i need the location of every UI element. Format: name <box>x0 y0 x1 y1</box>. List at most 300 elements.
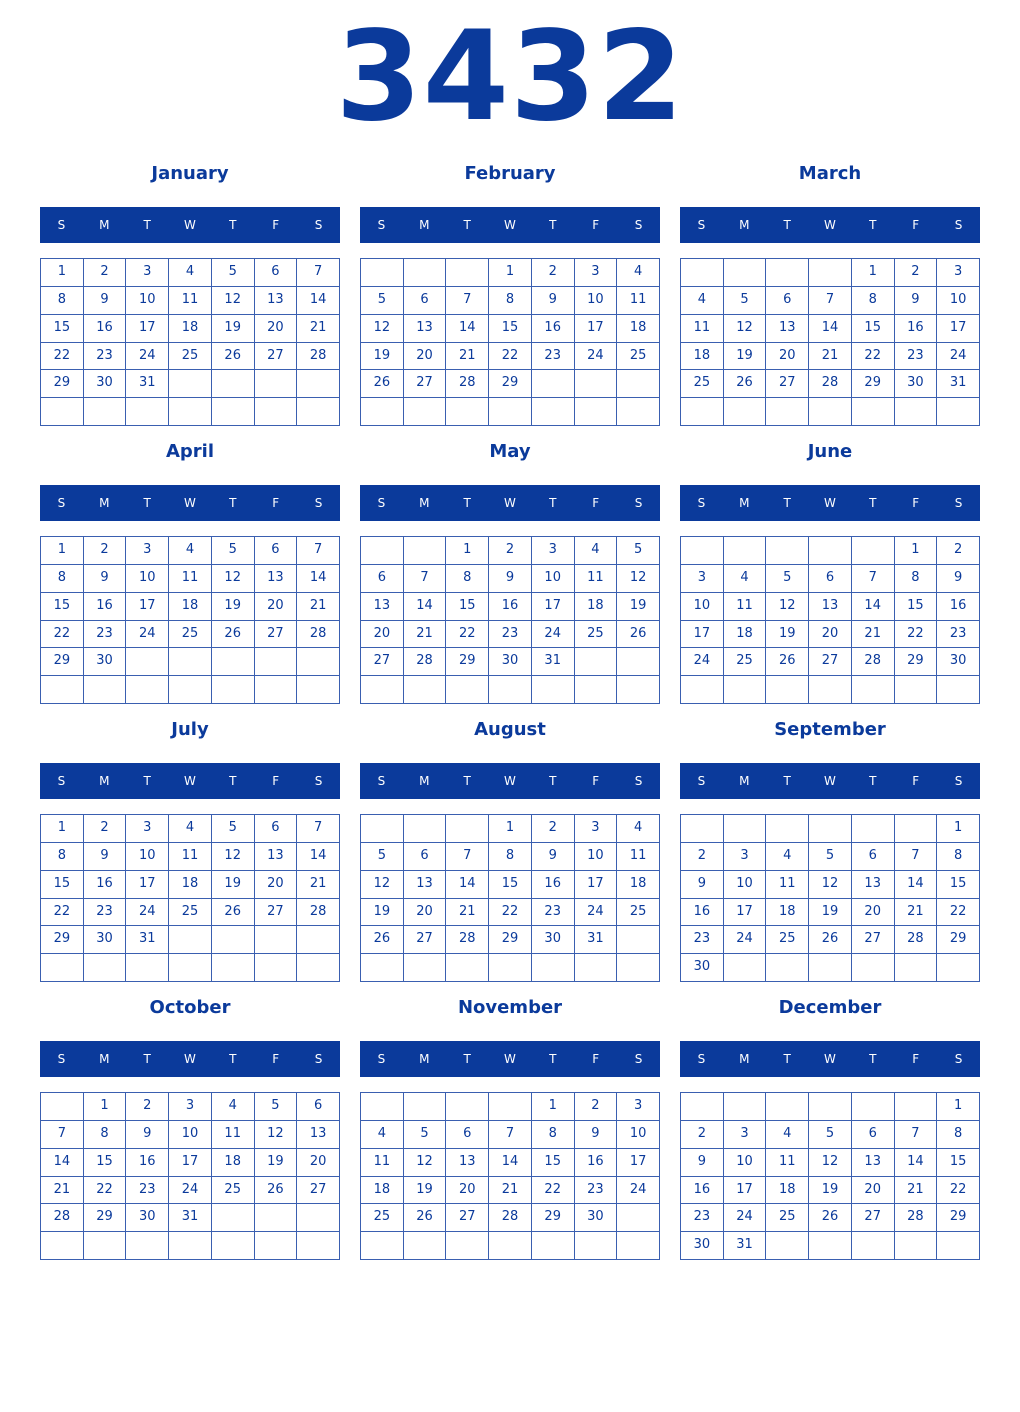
day-cell: 7 <box>297 259 340 287</box>
weekday-label: S <box>634 774 643 788</box>
day-cell: 13 <box>766 315 809 343</box>
day-cell: 4 <box>617 259 660 287</box>
empty-day-cell <box>617 1232 660 1260</box>
day-cell: 17 <box>126 593 169 621</box>
day-cell: 1 <box>489 815 532 843</box>
weekday-label: S <box>314 218 323 232</box>
empty-day-cell <box>41 398 84 426</box>
day-cell: 8 <box>895 565 938 593</box>
day-cell: 13 <box>852 1149 895 1177</box>
day-cell: 24 <box>126 621 169 649</box>
day-cell: 28 <box>297 621 340 649</box>
day-cell: 23 <box>84 621 127 649</box>
empty-day-cell <box>446 1093 489 1121</box>
weekday-header <box>360 1041 660 1077</box>
month-name: January <box>151 163 229 184</box>
empty-day-cell <box>84 1232 127 1260</box>
empty-day-cell <box>937 954 980 982</box>
day-cell: 20 <box>766 343 809 371</box>
day-cell: 28 <box>895 1204 938 1232</box>
weekday-header <box>40 207 340 243</box>
day-cell: 30 <box>532 926 575 954</box>
empty-day-cell <box>809 259 852 287</box>
weekday-header <box>680 1041 980 1077</box>
day-cell: 15 <box>489 315 532 343</box>
day-cell: 31 <box>937 370 980 398</box>
day-cell: 8 <box>532 1121 575 1149</box>
weekday-label: M <box>99 496 110 510</box>
day-cell: 25 <box>617 899 660 927</box>
empty-day-cell <box>169 926 212 954</box>
weekday-label: S <box>57 496 66 510</box>
weekday-label: T <box>229 774 237 788</box>
day-cell: 5 <box>809 1121 852 1149</box>
day-cell: 21 <box>297 593 340 621</box>
day-cell: 3 <box>937 259 980 287</box>
day-cell: 1 <box>41 259 84 287</box>
empty-day-cell <box>895 398 938 426</box>
day-cell: 2 <box>84 815 127 843</box>
day-cell: 6 <box>852 1121 895 1149</box>
day-cell: 3 <box>617 1093 660 1121</box>
empty-day-cell <box>895 954 938 982</box>
day-cell: 22 <box>84 1177 127 1205</box>
day-cell: 7 <box>297 815 340 843</box>
day-cell: 26 <box>361 926 404 954</box>
day-cell: 19 <box>361 343 404 371</box>
day-cell: 11 <box>169 565 212 593</box>
day-grid <box>680 1092 980 1260</box>
day-cell: 8 <box>41 287 84 315</box>
weekday-label: T <box>463 1052 471 1066</box>
day-cell: 7 <box>446 843 489 871</box>
day-cell: 9 <box>575 1121 618 1149</box>
day-cell: 5 <box>212 537 255 565</box>
empty-day-cell <box>361 1093 404 1121</box>
day-cell: 16 <box>126 1149 169 1177</box>
day-cell: 14 <box>852 593 895 621</box>
day-cell: 9 <box>681 1149 724 1177</box>
day-cell: 28 <box>41 1204 84 1232</box>
empty-day-cell <box>766 1232 809 1260</box>
day-cell: 27 <box>255 621 298 649</box>
empty-day-cell <box>937 398 980 426</box>
day-cell: 30 <box>84 648 127 676</box>
empty-day-cell <box>852 1093 895 1121</box>
empty-day-cell <box>255 648 298 676</box>
empty-day-cell <box>41 1093 84 1121</box>
month-name: April <box>165 441 215 462</box>
month-november <box>360 991 660 1261</box>
empty-day-cell <box>617 370 660 398</box>
day-cell: 17 <box>617 1149 660 1177</box>
day-cell: 6 <box>297 1093 340 1121</box>
empty-day-cell <box>489 1232 532 1260</box>
day-cell: 7 <box>895 1121 938 1149</box>
day-cell: 11 <box>766 1149 809 1177</box>
empty-day-cell <box>361 259 404 287</box>
day-cell: 26 <box>809 1204 852 1232</box>
empty-day-cell <box>212 648 255 676</box>
weekday-label: W <box>824 1052 836 1066</box>
day-cell: 10 <box>681 593 724 621</box>
day-cell: 22 <box>489 343 532 371</box>
day-cell: 20 <box>446 1177 489 1205</box>
month-april <box>40 435 340 705</box>
empty-day-cell <box>681 259 724 287</box>
day-cell: 14 <box>297 843 340 871</box>
empty-day-cell <box>809 537 852 565</box>
day-grid <box>360 258 660 426</box>
day-cell: 19 <box>212 871 255 899</box>
empty-day-cell <box>617 954 660 982</box>
day-cell: 19 <box>212 593 255 621</box>
day-cell: 23 <box>937 621 980 649</box>
day-cell: 6 <box>404 843 447 871</box>
day-cell: 18 <box>681 343 724 371</box>
empty-day-cell <box>809 1093 852 1121</box>
day-cell: 14 <box>446 871 489 899</box>
day-cell: 18 <box>724 621 767 649</box>
day-cell: 20 <box>255 593 298 621</box>
empty-day-cell <box>852 398 895 426</box>
day-cell: 31 <box>126 926 169 954</box>
day-cell: 24 <box>937 343 980 371</box>
weekday-label: S <box>697 774 706 788</box>
empty-day-cell <box>895 1232 938 1260</box>
day-cell: 14 <box>297 287 340 315</box>
weekday-label: T <box>783 774 791 788</box>
day-grid <box>40 1092 340 1260</box>
day-cell: 30 <box>895 370 938 398</box>
day-cell: 25 <box>361 1204 404 1232</box>
weekday-label: T <box>463 496 471 510</box>
weekday-label: F <box>912 774 920 788</box>
weekday-label: W <box>504 496 516 510</box>
day-cell: 3 <box>575 815 618 843</box>
weekday-label: T <box>869 774 877 788</box>
empty-day-cell <box>766 259 809 287</box>
empty-day-cell <box>126 954 169 982</box>
day-cell: 26 <box>255 1177 298 1205</box>
weekday-header <box>680 763 980 799</box>
day-cell: 29 <box>852 370 895 398</box>
day-cell: 27 <box>255 343 298 371</box>
day-cell: 4 <box>212 1093 255 1121</box>
day-cell: 4 <box>169 259 212 287</box>
day-cell: 21 <box>297 871 340 899</box>
day-cell: 8 <box>41 843 84 871</box>
empty-day-cell <box>852 954 895 982</box>
day-cell: 10 <box>169 1121 212 1149</box>
weekday-label: S <box>954 496 963 510</box>
empty-day-cell <box>766 954 809 982</box>
day-cell: 19 <box>809 1177 852 1205</box>
empty-day-cell <box>404 259 447 287</box>
empty-day-cell <box>852 1232 895 1260</box>
day-cell: 12 <box>361 871 404 899</box>
empty-day-cell <box>575 1232 618 1260</box>
weekday-label: S <box>697 1052 706 1066</box>
weekday-label: W <box>824 774 836 788</box>
weekday-label: T <box>143 1052 151 1066</box>
weekday-label: S <box>954 1052 963 1066</box>
day-cell: 28 <box>404 648 447 676</box>
day-cell: 27 <box>809 648 852 676</box>
empty-day-cell <box>895 676 938 704</box>
empty-day-cell <box>169 370 212 398</box>
day-cell: 3 <box>724 1121 767 1149</box>
day-cell: 26 <box>766 648 809 676</box>
day-cell: 2 <box>126 1093 169 1121</box>
day-cell: 2 <box>84 259 127 287</box>
day-cell: 1 <box>489 259 532 287</box>
day-cell: 14 <box>404 593 447 621</box>
day-cell: 12 <box>724 315 767 343</box>
empty-day-cell <box>681 815 724 843</box>
day-cell: 25 <box>681 370 724 398</box>
day-cell: 7 <box>446 287 489 315</box>
day-cell: 27 <box>404 926 447 954</box>
day-cell: 27 <box>852 926 895 954</box>
day-cell: 21 <box>446 899 489 927</box>
day-cell: 7 <box>41 1121 84 1149</box>
day-cell: 31 <box>169 1204 212 1232</box>
day-cell: 18 <box>169 871 212 899</box>
day-cell: 24 <box>575 899 618 927</box>
day-cell: 12 <box>361 315 404 343</box>
day-cell: 11 <box>766 871 809 899</box>
day-cell: 13 <box>852 871 895 899</box>
empty-day-cell <box>404 676 447 704</box>
weekday-label: S <box>954 218 963 232</box>
day-cell: 6 <box>852 843 895 871</box>
day-cell: 6 <box>404 287 447 315</box>
day-cell: 25 <box>169 621 212 649</box>
weekday-label: M <box>419 218 430 232</box>
day-cell: 23 <box>681 926 724 954</box>
day-cell: 17 <box>724 899 767 927</box>
day-cell: 18 <box>617 315 660 343</box>
day-grid <box>360 536 660 704</box>
day-cell: 3 <box>126 815 169 843</box>
month-name: March <box>798 163 862 184</box>
day-cell: 30 <box>489 648 532 676</box>
day-cell: 23 <box>532 899 575 927</box>
weekday-label: T <box>549 496 557 510</box>
month-october <box>40 991 340 1261</box>
day-cell: 10 <box>724 871 767 899</box>
weekday-label: S <box>954 774 963 788</box>
weekday-label: W <box>184 496 196 510</box>
day-cell: 7 <box>404 565 447 593</box>
day-cell: 10 <box>617 1121 660 1149</box>
empty-day-cell <box>724 1093 767 1121</box>
empty-day-cell <box>297 926 340 954</box>
day-cell: 7 <box>895 843 938 871</box>
empty-day-cell <box>681 1093 724 1121</box>
day-cell: 13 <box>809 593 852 621</box>
empty-day-cell <box>617 676 660 704</box>
weekday-label: T <box>143 496 151 510</box>
empty-day-cell <box>575 398 618 426</box>
weekday-label: W <box>824 496 836 510</box>
day-cell: 13 <box>297 1121 340 1149</box>
empty-day-cell <box>446 676 489 704</box>
empty-day-cell <box>169 954 212 982</box>
empty-day-cell <box>361 1232 404 1260</box>
weekday-header <box>40 1041 340 1077</box>
day-cell: 16 <box>84 871 127 899</box>
day-cell: 5 <box>212 815 255 843</box>
day-cell: 15 <box>489 871 532 899</box>
weekday-label: M <box>739 774 750 788</box>
empty-day-cell <box>937 1232 980 1260</box>
day-cell: 12 <box>617 565 660 593</box>
day-cell: 10 <box>575 843 618 871</box>
day-cell: 14 <box>895 1149 938 1177</box>
day-cell: 8 <box>41 565 84 593</box>
day-cell: 28 <box>895 926 938 954</box>
empty-day-cell <box>297 954 340 982</box>
day-cell: 15 <box>895 593 938 621</box>
day-cell: 10 <box>126 565 169 593</box>
month-name: May <box>489 441 531 462</box>
weekday-label: T <box>783 218 791 232</box>
day-cell: 2 <box>575 1093 618 1121</box>
day-cell: 15 <box>937 1149 980 1177</box>
day-grid <box>680 814 980 982</box>
empty-day-cell <box>532 398 575 426</box>
day-cell: 27 <box>297 1177 340 1205</box>
empty-day-cell <box>255 926 298 954</box>
empty-day-cell <box>852 676 895 704</box>
day-cell: 29 <box>84 1204 127 1232</box>
empty-day-cell <box>575 954 618 982</box>
day-cell: 30 <box>126 1204 169 1232</box>
day-cell: 12 <box>809 1149 852 1177</box>
day-cell: 17 <box>575 871 618 899</box>
empty-day-cell <box>532 370 575 398</box>
day-cell: 27 <box>404 370 447 398</box>
day-cell: 15 <box>446 593 489 621</box>
day-cell: 24 <box>532 621 575 649</box>
empty-day-cell <box>169 1232 212 1260</box>
day-cell: 25 <box>169 343 212 371</box>
day-cell: 2 <box>84 537 127 565</box>
empty-day-cell <box>169 648 212 676</box>
weekday-label: S <box>57 774 66 788</box>
month-march <box>680 157 980 427</box>
day-cell: 16 <box>489 593 532 621</box>
empty-day-cell <box>852 537 895 565</box>
day-cell: 12 <box>404 1149 447 1177</box>
day-cell: 29 <box>937 926 980 954</box>
day-cell: 30 <box>84 370 127 398</box>
day-cell: 26 <box>212 899 255 927</box>
empty-day-cell <box>297 1204 340 1232</box>
day-cell: 24 <box>724 926 767 954</box>
day-cell: 20 <box>809 621 852 649</box>
day-cell: 18 <box>575 593 618 621</box>
day-cell: 19 <box>617 593 660 621</box>
empty-day-cell <box>489 1093 532 1121</box>
weekday-label: W <box>824 218 836 232</box>
weekday-label: T <box>549 218 557 232</box>
day-cell: 30 <box>575 1204 618 1232</box>
day-cell: 1 <box>84 1093 127 1121</box>
day-cell: 1 <box>937 1093 980 1121</box>
weekday-label: S <box>697 496 706 510</box>
empty-day-cell <box>404 954 447 982</box>
day-cell: 16 <box>532 871 575 899</box>
empty-day-cell <box>255 398 298 426</box>
weekday-label: S <box>314 496 323 510</box>
day-cell: 21 <box>809 343 852 371</box>
weekday-label: M <box>99 218 110 232</box>
weekday-label: S <box>377 1052 386 1066</box>
day-cell: 12 <box>212 565 255 593</box>
weekday-label: T <box>463 218 471 232</box>
month-december <box>680 991 980 1261</box>
weekday-label: F <box>592 496 600 510</box>
day-cell: 4 <box>681 287 724 315</box>
day-cell: 20 <box>361 621 404 649</box>
empty-day-cell <box>404 537 447 565</box>
day-cell: 21 <box>404 621 447 649</box>
day-cell: 4 <box>724 565 767 593</box>
day-cell: 15 <box>41 871 84 899</box>
weekday-label: M <box>99 774 110 788</box>
day-cell: 8 <box>84 1121 127 1149</box>
empty-day-cell <box>809 1232 852 1260</box>
day-cell: 18 <box>766 899 809 927</box>
empty-day-cell <box>126 398 169 426</box>
empty-day-cell <box>169 398 212 426</box>
day-cell: 13 <box>404 871 447 899</box>
month-june <box>680 435 980 705</box>
day-cell: 9 <box>84 287 127 315</box>
day-cell: 27 <box>255 899 298 927</box>
day-cell: 3 <box>724 843 767 871</box>
day-cell: 2 <box>937 537 980 565</box>
month-name: July <box>171 719 209 740</box>
weekday-header <box>360 207 660 243</box>
weekday-label: S <box>634 218 643 232</box>
weekday-label: T <box>143 774 151 788</box>
day-cell: 2 <box>532 815 575 843</box>
day-cell: 29 <box>489 926 532 954</box>
weekday-label: F <box>272 218 280 232</box>
day-cell: 28 <box>297 899 340 927</box>
weekday-label: T <box>783 1052 791 1066</box>
weekday-label: S <box>377 218 386 232</box>
day-grid <box>360 1092 660 1260</box>
day-cell: 17 <box>126 315 169 343</box>
empty-day-cell <box>255 1204 298 1232</box>
day-cell: 15 <box>41 315 84 343</box>
day-cell: 1 <box>41 815 84 843</box>
day-cell: 8 <box>937 843 980 871</box>
day-cell: 23 <box>489 621 532 649</box>
empty-day-cell <box>212 370 255 398</box>
weekday-label: T <box>463 774 471 788</box>
day-cell: 19 <box>724 343 767 371</box>
day-cell: 19 <box>404 1177 447 1205</box>
day-cell: 10 <box>532 565 575 593</box>
day-cell: 17 <box>724 1177 767 1205</box>
day-cell: 29 <box>937 1204 980 1232</box>
